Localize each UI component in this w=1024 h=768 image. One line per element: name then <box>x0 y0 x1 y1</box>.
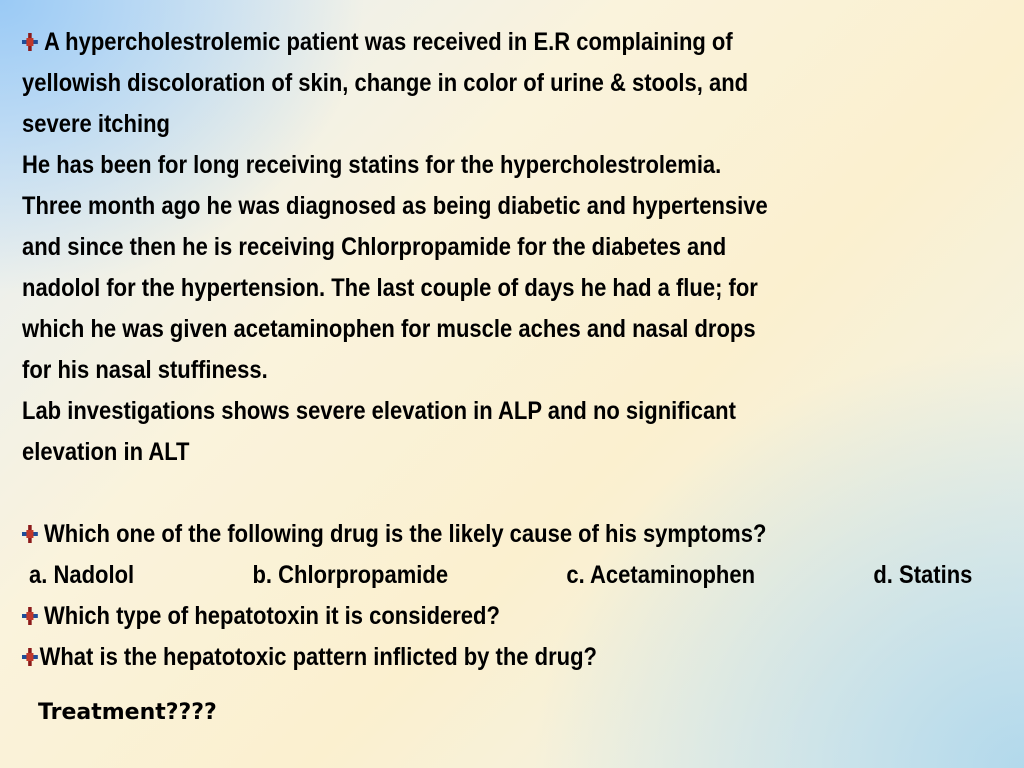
cross-bullet-icon <box>22 607 38 625</box>
question-3: What is the hepatotoxic pattern inflicted by the drug? <box>22 637 999 678</box>
spacer <box>22 473 999 514</box>
case-line-4: He has been for long receiving statins for the hypercholestrolemia. <box>22 151 722 179</box>
option-c: c. Acetaminophen <box>566 561 756 589</box>
cross-bullet-icon <box>22 525 38 543</box>
case-line-7: nadolol for the hypertension. The last couple of days he had a flue; for <box>22 274 758 302</box>
cross-bullet-icon <box>22 33 38 51</box>
question-2: Which type of hepatotoxin it is considered? <box>22 596 999 637</box>
case-line-11: elevation in ALT <box>22 438 190 466</box>
case-line-2: yellowish discoloration of skin, change in color of urine & stools, and <box>22 69 749 97</box>
option-d: d. Statins <box>873 561 973 589</box>
case-line-1: A hypercholestrolemic patient was received in E.R complaining of <box>22 22 999 63</box>
case-line-3: severe itching <box>22 110 170 138</box>
slide-body <box>22 22 999 678</box>
option-b: b. Chlorpropamide <box>252 561 449 589</box>
case-line-6: and since then he is receiving Chlorpropamide for the diabetes and <box>22 233 727 261</box>
cross-bullet-icon <box>22 648 38 666</box>
option-a: a. Nadolol <box>29 561 135 589</box>
case-line-9: for his nasal stuffiness. <box>22 356 268 384</box>
case-line-10: Lab investigations shows severe elevation in ALP and no significant <box>22 397 736 425</box>
case-line-5: Three month ago he was diagnosed as being diabetic and hypertensive <box>22 192 768 220</box>
answer-options <box>22 555 999 596</box>
question-1: Which one of the following drug is the likely cause of his symptoms? <box>22 514 999 555</box>
treatment-prompt: Treatment???? <box>38 700 217 725</box>
case-line-8: which he was given acetaminophen for muscle aches and nasal drops <box>22 315 756 343</box>
